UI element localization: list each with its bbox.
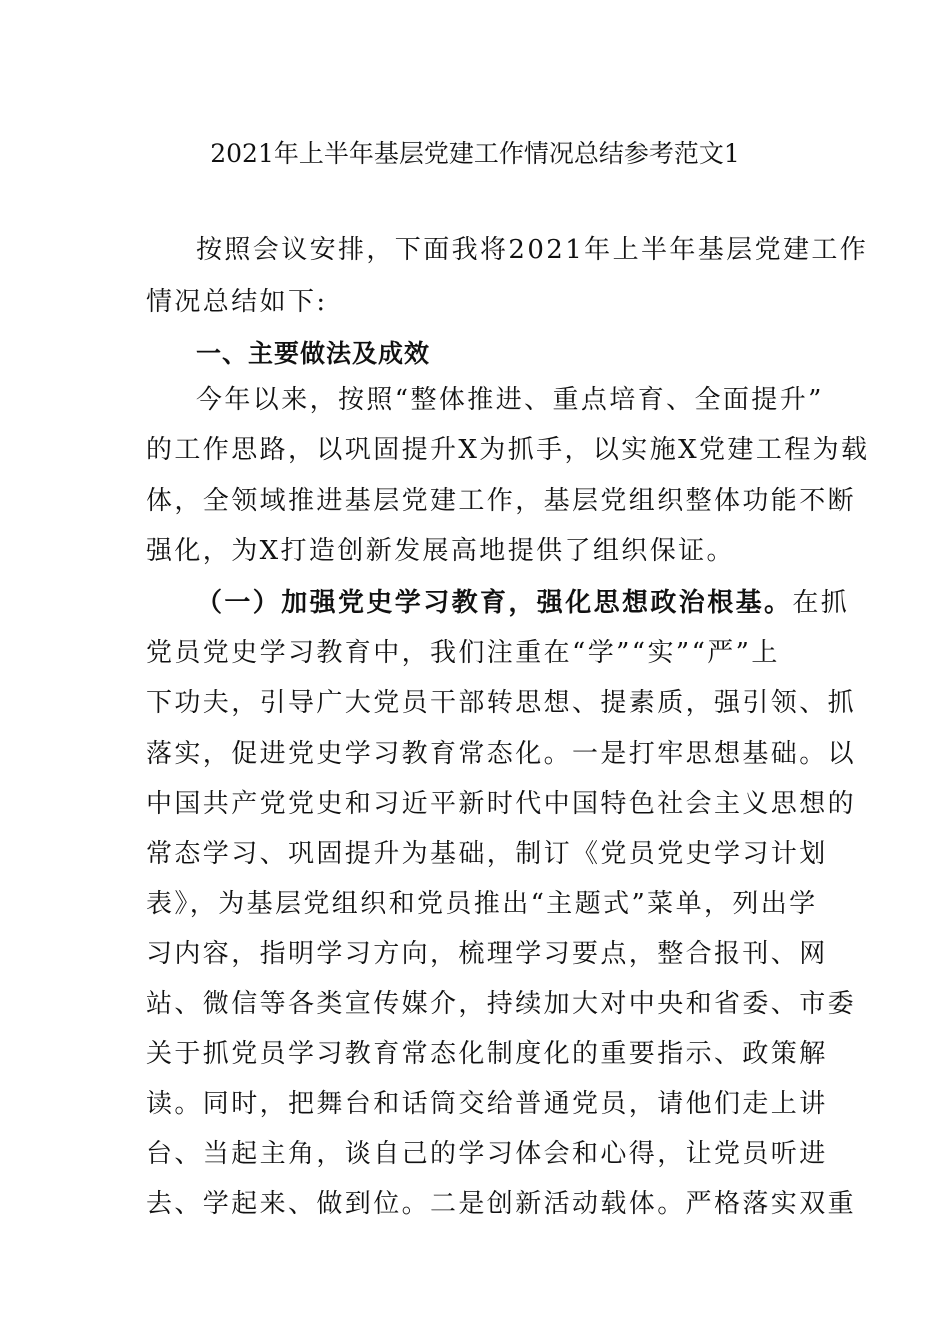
paragraph-line: 表》，为基层党组织和党员推出“主题式”菜单，列出学 — [146, 889, 818, 919]
paragraph-line: 体，全领域推进基层党建工作，基层党组织整体功能不断 — [146, 486, 857, 516]
subsection-heading: （一）加强党史学习教育，强化思想政治根基。 — [196, 588, 793, 618]
section-heading: 一、主要做法及成效 — [196, 339, 431, 368]
intro-line-2: 情况总结如下: — [146, 287, 328, 317]
paragraph-line: 去、学起来、做到位。二是创新活动载体。严格落实双重 — [146, 1189, 857, 1219]
subsection-first-line — [196, 586, 849, 620]
paragraph-line: 站、微信等各类宣传媒介，持续加大对中央和省委、市委 — [146, 989, 857, 1019]
document-title: 2021年上半年基层党建工作情况总结参考范文1 — [210, 139, 740, 168]
paragraph-line: 台、当起主角，谈自己的学习体会和心得，让党员听进 — [146, 1139, 828, 1169]
paragraph-line: 党员党史学习教育中，我们注重在“学”“实”“严”上 — [146, 638, 780, 668]
intro-line-1: 按照会议安排，下面我将2021年上半年基层党建工作 — [196, 235, 869, 265]
paragraph-line: 读。同时，把舞台和话筒交给普通党员，请他们走上讲 — [146, 1089, 828, 1119]
paragraph-line: 强化，为X打造创新发展高地提供了组织保证。 — [146, 536, 735, 566]
subsection-heading-tail: 在抓 — [792, 588, 850, 618]
paragraph-line: 习内容，指明学习方向，梳理学习要点，整合报刊、网 — [146, 939, 828, 969]
paragraph-line: 关于抓党员学习教育常态化制度化的重要指示、政策解 — [146, 1039, 828, 1069]
paragraph-line: 的工作思路，以巩固提升X为抓手，以实施X党建工程为载 — [146, 435, 870, 465]
paragraph-line: 落实，促进党史学习教育常态化。一是打牢思想基础。以 — [146, 739, 857, 769]
paragraph-line: 中国共产党党史和习近平新时代中国特色社会主义思想的 — [146, 789, 857, 819]
paragraph-line: 常态学习、巩固提升为基础，制订《党员党史学习计划 — [146, 839, 828, 869]
paragraph-line: 今年以来，按照“整体推进、重点培育、全面提升” — [196, 385, 824, 415]
paragraph-line: 下功夫，引导广大党员干部转思想、提素质，强引领、抓 — [146, 688, 857, 718]
